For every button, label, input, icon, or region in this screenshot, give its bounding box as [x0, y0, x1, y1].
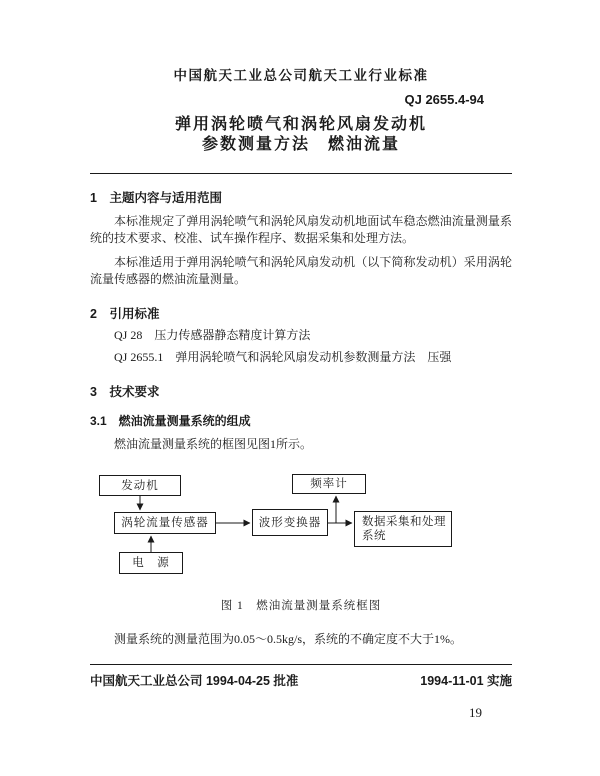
block-waveform-converter: 波形变换器 [252, 509, 328, 536]
block-frequency-counter: 频率计 [292, 474, 366, 494]
figure-1-caption: 图 1 燃油流量测量系统框图 [220, 600, 382, 612]
block-turbine-flow-sensor: 涡轮流量传感器 [114, 512, 216, 534]
reference-item-1: QJ 28 压力传感器静态精度计算方法 [114, 328, 311, 342]
block-power-supply: 电 源 [119, 552, 183, 574]
section-3-1-paragraph: 燃油流量测量系统的框图见图1所示。 [114, 437, 313, 451]
standard-number: QJ 2655.4-94 [404, 92, 484, 107]
figure-1-block-diagram [90, 467, 512, 581]
implementation-note: 1994-11-01 实施 [420, 674, 512, 688]
block-daq-system-line-1: 数据采集和处理 [362, 516, 446, 528]
footer [90, 671, 512, 689]
page-number: 19 [469, 705, 482, 720]
block-daq-system-line-2: 系统 [362, 530, 386, 542]
scope-paragraph-2: 本标准适用于弹用涡轮喷气和涡轮风扇发动机（以下简称发动机）采用涡轮流量传感器的燃油流量测量。 [90, 255, 512, 286]
block-daq-system [354, 511, 452, 547]
document-title [90, 115, 512, 155]
footer-divider [90, 664, 512, 665]
section-3-heading: 3 技术要求 [90, 385, 160, 399]
measurement-range-paragraph: 测量系统的测量范围为0.05～0.5kg/s，系统的不确定度不大于1%。 [114, 632, 463, 646]
section-2-heading: 2 引用标准 [90, 307, 160, 321]
scope-paragraph-1: 本标准规定了弹用涡轮喷气和涡轮风扇发动机地面试车稳态燃油流量测量系统的技术要求、校准、试车操作程序、数据采集和处理方法。 [90, 214, 512, 245]
document-title-line-1: 弹用涡轮喷气和涡轮风扇发动机 [174, 116, 427, 133]
section-3-1-heading: 3.1 燃油流量测量系统的组成 [90, 414, 251, 428]
block-engine: 发动机 [99, 475, 181, 496]
section-1-heading: 1 主题内容与适用范围 [90, 191, 222, 205]
header-divider [90, 173, 512, 174]
document-title-line-2: 参数测量方法 燃油流量 [201, 136, 400, 153]
reference-item-2: QJ 2655.1 弹用涡轮喷气和涡轮风扇发动机参数测量方法 压强 [114, 350, 452, 364]
standard-class-heading: 中国航天工业总公司航天工业行业标准 [173, 68, 429, 83]
approval-note: 中国航天工业总公司 1994-04-25 批准 [90, 674, 299, 688]
